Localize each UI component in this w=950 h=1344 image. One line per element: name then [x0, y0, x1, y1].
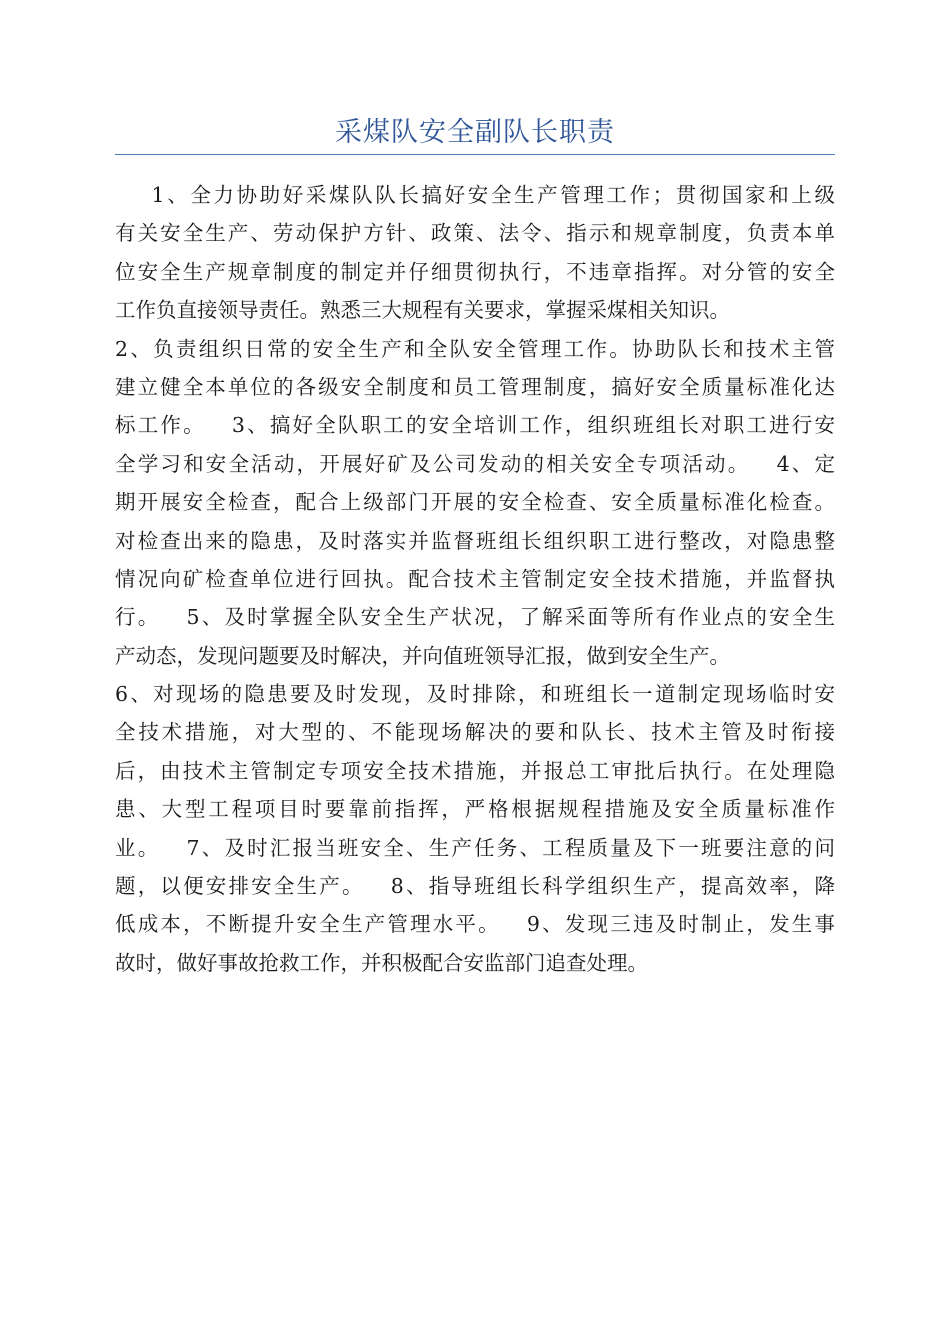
body-line: 期开展安全检查，配合上级部门开展的安全检查、安全质量标准化检查。 [115, 490, 835, 515]
body-line: 全学习和安全活动，开展好矿及公司发动的相关安全专项活动。 4、定 [115, 451, 835, 476]
body-line: 故时，做好事故抢救工作，并积极配合安监部门追查处理。 [115, 950, 648, 975]
body-line: 题，以便安排安全生产。 8、指导班组长科学组织生产，提高效率，降 [115, 874, 835, 899]
body-line: 后，由技术主管制定专项安全技术措施，并报总工审批后执行。在处理隐 [115, 758, 835, 783]
body-line: 位安全生产规章制度的制定并仔细贯彻执行，不违章指挥。对分管的安全 [115, 259, 835, 284]
title-underline [115, 154, 835, 155]
body-line: 标工作。 3、搞好全队职工的安全培训工作，组织班组长对职工进行安 [115, 413, 835, 438]
body-line: 6、对现场的隐患要及时发现，及时排除，和班组长一道制定现场临时安 [115, 682, 835, 707]
body-line: 患、大型工程项目时要靠前指挥，严格根据规程措施及安全质量标准作 [115, 797, 835, 822]
body-line: 行。 5、及时掌握全队安全生产状况，了解采面等所有作业点的安全生 [115, 605, 835, 630]
body-line: 业。 7、及时汇报当班安全、生产任务、工程质量及下一班要注意的问 [115, 835, 835, 860]
body-line: 工作负直接领导责任。熟悉三大规程有关要求，掌握采煤相关知识。 [115, 298, 730, 323]
body-line: 2、负责组织日常的安全生产和全队安全管理工作。协助队长和技术主管 [115, 336, 835, 361]
body-line: 有关安全生产、劳动保护方针、政策、法令、指示和规章制度，负责本单 [115, 221, 835, 246]
body-line: 情况向矿检查单位进行回执。配合技术主管制定安全技术措施，并监督执 [115, 566, 835, 591]
body-line: 1、全力协助好采煤队队长搞好安全生产管理工作；贯彻国家和上级 [115, 183, 835, 207]
body-line: 产动态，发现问题要及时解决，并向值班领导汇报，做到安全生产。 [115, 643, 730, 668]
body-line: 对检查出来的隐患，及时落实并监督班组长组织职工进行整改，对隐患整 [115, 528, 835, 553]
body-line: 建立健全本单位的各级安全制度和员工管理制度，搞好安全质量标准化达 [115, 374, 835, 399]
body-line: 全技术措施，对大型的、不能现场解决的要和队长、技术主管及时衔接 [115, 720, 835, 745]
document-title: 采煤队安全副队长职责 [335, 117, 615, 148]
body-line: 低成本，不断提升安全生产管理水平。 9、发现三违及时制止，发生事 [115, 912, 835, 937]
document-body [115, 176, 835, 982]
